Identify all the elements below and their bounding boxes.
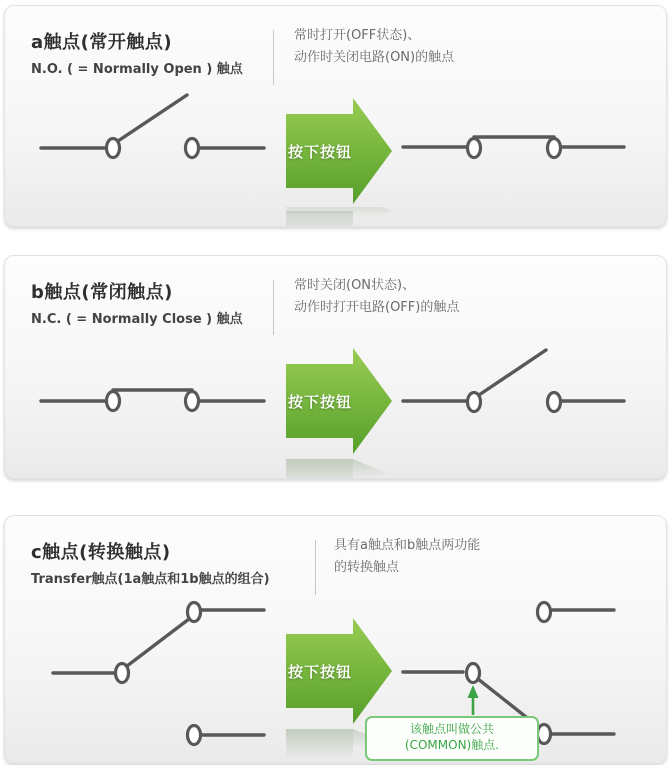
panel-b-description: 常时关闭(ON状态)、 动作时打开电路(OFF)的触点 <box>294 278 460 315</box>
press-button-label: 按下按钮 <box>287 662 352 681</box>
panel-a-subtitle: N.O. ( = Normally Open ) 触点 <box>31 62 243 77</box>
panel-c-description: 具有a触点和b触点两功能 的转换触点 <box>334 538 481 575</box>
common-contact-callout: 该触点叫做公共 (COMMON)触点. <box>365 716 539 761</box>
panel-a-title: a触点(常开触点) <box>31 32 173 53</box>
title-description-divider <box>273 280 274 335</box>
transfer-contact-rest-symbol <box>53 603 264 745</box>
panel-a-description: 常时打开(OFF状态)、 动作时关闭电路(ON)的触点 <box>294 28 455 65</box>
arrow-reflection <box>286 207 392 227</box>
panel-c-title: c触点(转换触点) <box>31 542 171 563</box>
panel-b-subtitle: N.C. ( = Normally Close ) 触点 <box>31 312 243 327</box>
closed-contact-symbol <box>41 390 264 411</box>
panel-b-title: b触点(常闭触点) <box>31 282 173 303</box>
press-button-arrow <box>286 98 392 204</box>
title-description-divider <box>315 540 316 595</box>
arrow-reflection <box>286 457 392 479</box>
panel-b-contact <box>4 255 667 479</box>
press-button-arrow <box>286 618 392 724</box>
press-button-label: 按下按钮 <box>287 142 352 161</box>
title-description-divider <box>273 30 274 85</box>
closed-contact-symbol <box>403 137 624 158</box>
panel-a-contact <box>4 5 667 227</box>
press-button-label: 按下按钮 <box>287 392 352 411</box>
panel-c-subtitle: Transfer触点(1a触点和1b触点的组合) <box>31 572 270 587</box>
common-pointer-arrow-icon <box>468 685 479 715</box>
open-contact-symbol <box>41 95 264 158</box>
panel-c-contact <box>4 515 667 764</box>
open-contact-symbol <box>403 350 624 412</box>
press-button-arrow <box>286 348 392 454</box>
